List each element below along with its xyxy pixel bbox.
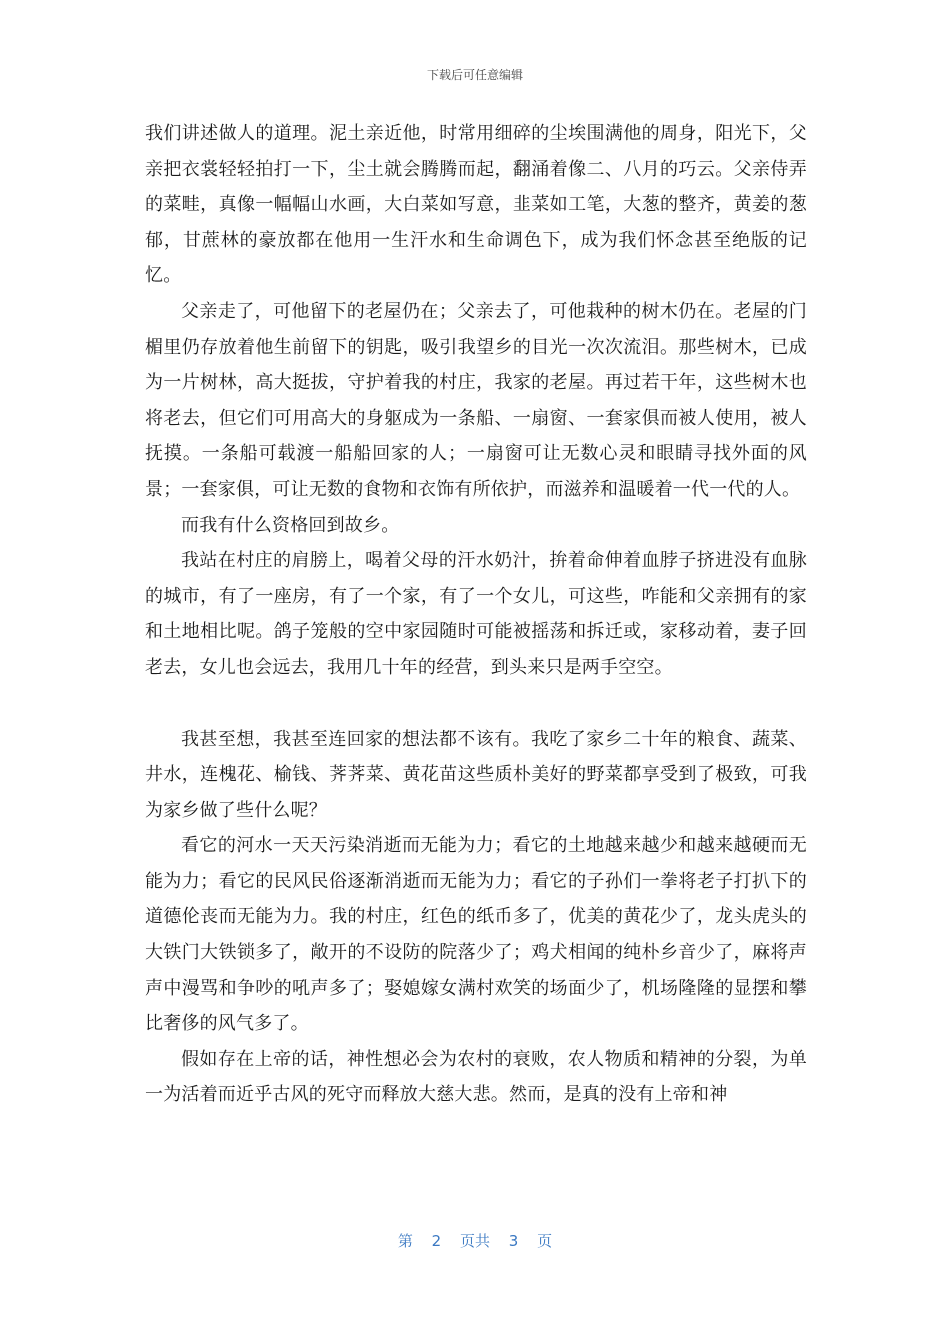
page-number-footer: 第 2 页共 3 页 (397, 1232, 553, 1250)
paragraph-continued: 我们讲述做人的道理。泥土亲近他，时常用细碎的尘埃围满他的周身，阳光下，父亲把衣裳轻轻拍打一下，尘土就会腾腾而起，翻涌着像二、八月的巧云。父亲侍弄的菜畦，真像一幅幅山水画，大白菜如写意，韭菜如工笔，大葱的整齐，黄姜的葱郁，甘蔗林的豪放都在他用一生汗水和生命调色下，成为我们怀念甚至绝版的记忆。 (145, 123, 807, 287)
paragraph: 我站在村庄的肩膀上，喝着父母的汗水奶汁，拚着命伸着血脖子挤进没有血脉的城市，有了一座房，有了一个家，有了一个女儿，可这些，咋能和父亲拥有的家和土地相比呢。鸽子笼般的空中家园随时可能被摇荡和拆迁或，家移动着，妻子回老去，女儿也会远去，我用几十年的经营，到头来只是两手空空。 (145, 550, 807, 678)
paragraph: 而我有什么资格回到故乡。 (181, 514, 400, 536)
paragraph: 假如存在上帝的话，神性想必会为农村的衰败，农人物质和精神的分裂，为单一为活着而近乎古风的死守而释放大慈大悲。然而，是真的没有上帝和神 (145, 1048, 807, 1106)
document-body (145, 116, 807, 1113)
paragraph: 父亲走了，可他留下的老屋仍在；父亲去了，可他栽种的树木仍在。老屋的门楣里仍存放着他生前留下的钥匙，吸引我望乡的目光一次次流泪。那些树木，已成为一片树林，高大挺拔，守护着我的村庄，我家的老屋。再过若干年，这些树木也将老去，但它们可用高大的身躯成为一条船、一扇窗、一套家俱而被人使用，被人抚摸。一条船可载渡一船船回家的人；一扇窗可让无数心灵和眼睛寻找外面的风景；一套家俱，可让无数的食物和衣饰有所依护，而滋养和温暖着一代一代的人。 (145, 300, 807, 500)
paragraph: 看它的河水一天天污染消逝而无能为力；看它的土地越来越少和越来越硬而无能为力；看它的民风民俗逐渐消逝而无能为力；看它的子孙们一拳将老子打扒下的道德伦丧而无能为力。我的村庄，红色的纸币多了，优美的黄花少了，龙头虎头的大铁门大铁锁多了，敞开的不设防的院落少了；鸡犬相闻的纯朴乡音少了，麻将声声中漫骂和争吵的吼声多了；娶媳嫁女满村欢笑的场面少了，机场隆隆的显摆和攀比奢侈的风气多了。 (145, 835, 807, 1035)
page-header: 下载后可任意编辑 (426, 68, 523, 82)
paragraph: 我甚至想，我甚至连回家的想法都不该有。我吃了家乡二十年的粮食、蔬菜、井水，连槐花、榆钱、荠荠菜、黄花苗这些质朴美好的野菜都享受到了极致，可我为家乡做了些什么呢？ (145, 728, 807, 821)
